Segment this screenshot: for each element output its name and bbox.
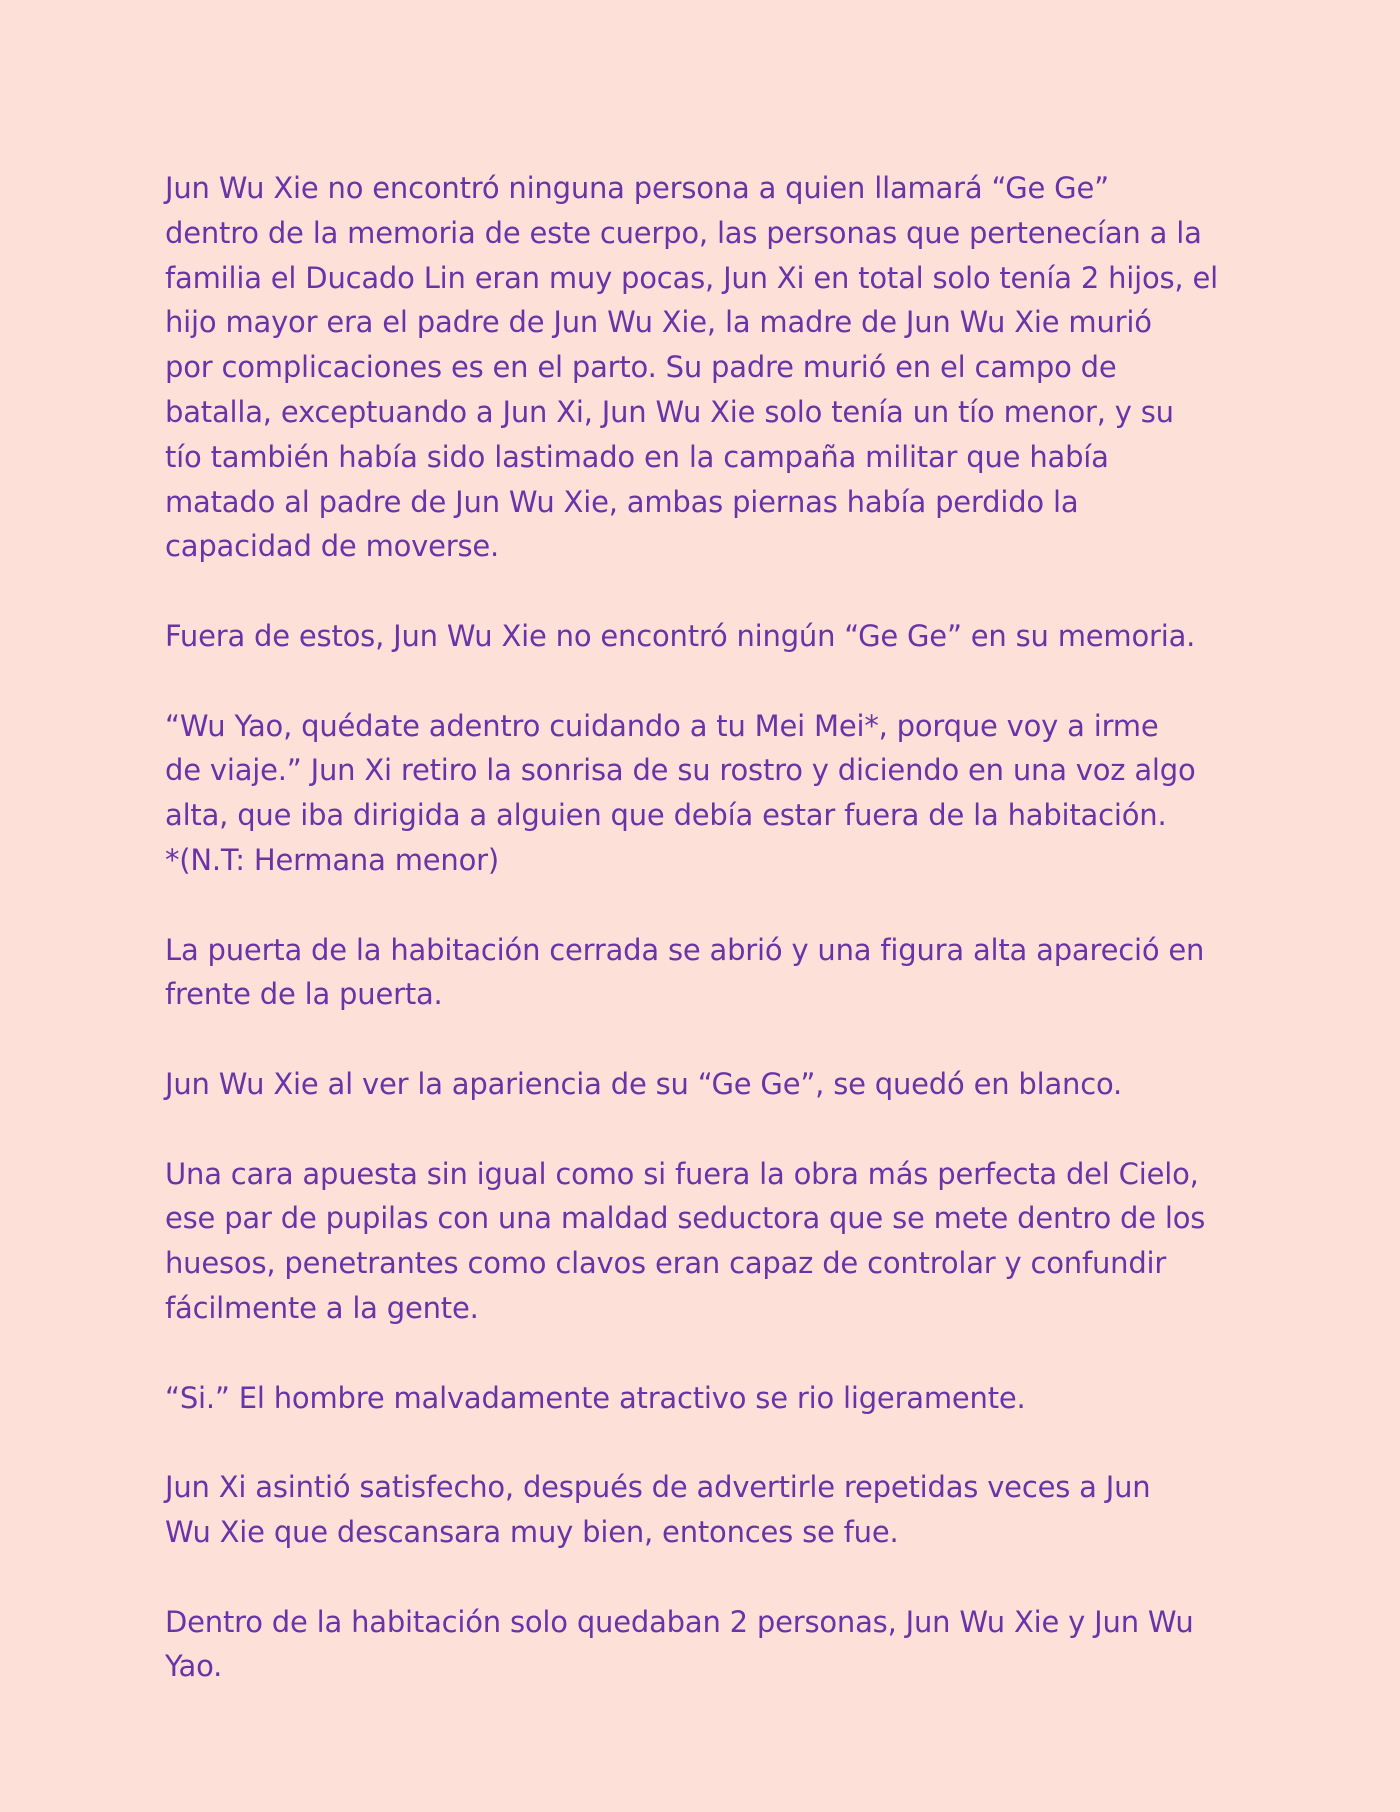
text-line: La puerta de la habitación cerrada se abrió y una figura alta apareció en [165,932,1205,967]
text-line: Yao. [165,1649,223,1684]
text-line: Jun Wu Xie al ver la apariencia de su “Ge Ge”, se quedó en blanco. [165,1066,1123,1101]
document-page [165,166,1285,1689]
text-line: tío también había sido lastimado en la campaña militar que había [165,439,1109,474]
text-line: de viaje.” Jun Xi retiro la sonrisa de su rostro y diciendo en una voz algo [165,753,1196,788]
text-line: ese par de pupilas con una maldad seductora que se mete dentro de los [165,1201,1206,1236]
paragraph-description [165,1152,1285,1331]
text-line: familia el Ducado Lin eran muy pocas, Jun Xi en total solo tenía 2 hijos, el [165,260,1218,295]
text-line: alta, que iba dirigida a alguien que debía estar fuera de la habitación. [165,798,1167,833]
text-line: hijo mayor era el padre de Jun Wu Xie, la madre de Jun Wu Xie murió [165,305,1152,340]
paragraph-no-ge-ge [165,614,1285,659]
text-line: Fuera de estos, Jun Wu Xie no encontró ningún “Ge Ge” en su memoria. [165,618,1196,653]
text-line: por complicaciones es en el parto. Su padre murió en el campo de [165,350,1117,385]
paragraph-jun-xi-leaves [165,1465,1285,1555]
text-line: Dentro de la habitación solo quedaban 2 personas, Jun Wu Xie y Jun Wu [165,1604,1194,1639]
text-line: matado al padre de Jun Wu Xie, ambas piernas había perdido la [165,484,1079,519]
paragraph-wu-yao-dialogue [165,704,1285,883]
text-line: Jun Xi asintió satisfecho, después de advertirle repetidas veces a Jun [165,1470,1151,1505]
text-line: fácilmente a la gente. [165,1290,479,1325]
translator-note: *(N.T: Hermana menor) [165,842,499,877]
text-line: huesos, penetrantes como clavos eran capaz de controlar y confundir [165,1246,1167,1281]
paragraph-door-opens [165,928,1285,1018]
paragraph-memory [165,166,1285,569]
text-line: frente de la puerta. [165,977,443,1012]
text-line: batalla, exceptuando a Jun Xi, Jun Wu Xie solo tenía un tío menor, y su [165,394,1174,429]
text-line: dentro de la memoria de este cuerpo, las personas que pertenecían a la [165,215,1202,250]
paragraph-two-people [165,1600,1285,1690]
paragraph-laugh [165,1376,1285,1421]
paragraph-blank-stare [165,1062,1285,1107]
text-line: Jun Wu Xie no encontró ninguna persona a quien llamará “Ge Ge” [165,171,1109,205]
text-line: Una cara apuesta sin igual como si fuera la obra más perfecta del Cielo, [165,1156,1199,1191]
text-line: “Wu Yao, quédate adentro cuidando a tu Mei Mei*, porque voy a irme [165,708,1159,743]
text-line: Wu Xie que descansara muy bien, entonces se fue. [165,1514,899,1549]
text-line: capacidad de moverse. [165,529,500,564]
text-line: “Si.” El hombre malvadamente atractivo se rio ligeramente. [165,1380,1026,1415]
